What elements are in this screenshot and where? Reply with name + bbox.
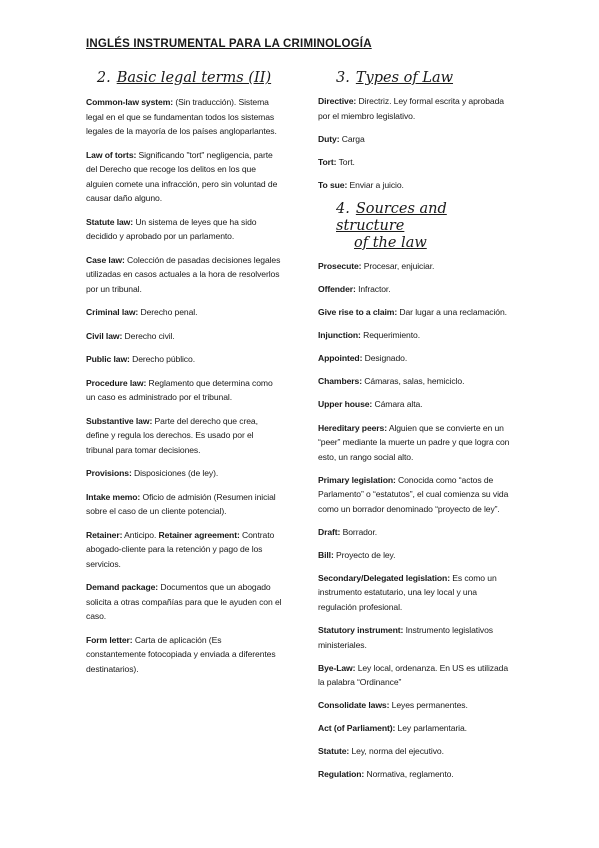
section-heading-sources-and-structure bbox=[318, 201, 514, 252]
glossary-definition: Instrumento legislativos ministeriales. bbox=[318, 625, 493, 650]
glossary-term: Retainer agreement: bbox=[158, 529, 240, 540]
glossary-term: Procedure law: bbox=[86, 377, 147, 388]
glossary-definition: Enviar a juicio. bbox=[347, 179, 404, 190]
glossary-definition: Leyes permanentes. bbox=[389, 700, 468, 711]
glossary-list-basic-legal-terms bbox=[86, 95, 282, 676]
glossary-definition: Designado. bbox=[362, 353, 408, 364]
section-title: Basic legal terms (II) bbox=[116, 70, 272, 86]
glossary-definition: Directriz. Ley formal escrita y aprobada por el miembro legislativo. bbox=[318, 96, 504, 121]
glossary-definition: Oficio de admisión (Resumen inicial sobre el caso de un cliente potencial). bbox=[86, 491, 276, 516]
glossary-entry bbox=[318, 178, 514, 193]
glossary-definition: Alguien que se convierte en un “peer” mediante la muerte un padre y que logra con esto, un rango social alto. bbox=[318, 422, 510, 462]
glossary-term: Bill: bbox=[318, 549, 334, 560]
glossary-definition: Borrador. bbox=[340, 526, 378, 537]
glossary-term: Statute law: bbox=[86, 216, 134, 227]
glossary-definition: Significando "tort" negligencia, parte del Derecho que recoge los delitos en los que alguien comete una infracción, pero sin voluntad de causar daño alguno. bbox=[86, 149, 278, 203]
glossary-entry bbox=[318, 421, 514, 465]
glossary-definition: Proyecto de ley. bbox=[333, 549, 396, 560]
glossary-list-sources-of-law bbox=[318, 259, 514, 782]
glossary-entry bbox=[86, 376, 282, 405]
glossary-entry bbox=[318, 548, 514, 563]
glossary-entry bbox=[86, 305, 282, 320]
glossary-term: Intake memo: bbox=[86, 491, 141, 502]
glossary-term: Consolidate laws: bbox=[318, 700, 390, 711]
glossary-term: Civil law: bbox=[86, 330, 123, 341]
glossary-entry bbox=[86, 329, 282, 344]
glossary-term: Demand package: bbox=[86, 582, 159, 592]
glossary-term: Case law: bbox=[86, 254, 125, 265]
glossary-entry bbox=[86, 580, 282, 624]
glossary-definition: Un sistema de leyes que ha sido decidido y aprobado por un parlamento. bbox=[86, 216, 257, 241]
glossary-definition: Es como un instrumento estatutario, una ley local y una regulación profesional. bbox=[318, 572, 497, 612]
glossary-term: Hereditary peers: bbox=[318, 422, 387, 433]
glossary-entry bbox=[318, 661, 514, 690]
glossary-definition: Cámaras, salas, hemiciclo. bbox=[362, 376, 465, 387]
glossary-entry bbox=[318, 397, 514, 412]
glossary-entry bbox=[318, 525, 514, 540]
glossary-entry bbox=[86, 352, 282, 367]
glossary-entry bbox=[86, 414, 282, 458]
glossary-term: Chambers: bbox=[318, 376, 362, 387]
glossary-entry bbox=[318, 328, 514, 343]
glossary-definition: Anticipo. bbox=[122, 529, 159, 540]
glossary-entry bbox=[86, 490, 282, 519]
glossary-list-types-of-law bbox=[318, 94, 514, 192]
glossary-definition: Requerimiento. bbox=[360, 330, 420, 341]
glossary-term: Common-law system: bbox=[86, 97, 174, 107]
glossary-term: Law of torts: bbox=[86, 149, 137, 160]
right-column bbox=[318, 70, 514, 791]
glossary-entry bbox=[318, 132, 514, 147]
glossary-entry bbox=[86, 466, 282, 481]
glossary-definition: Colección de pasadas decisiones legales utilizadas en casos actuales a la hora de resolverlos por un tribunal. bbox=[86, 254, 281, 294]
glossary-term: Act (of Parliament): bbox=[318, 723, 396, 734]
section-title-line-1: Sources and structure bbox=[336, 200, 447, 234]
glossary-term: Tort: bbox=[318, 156, 337, 167]
glossary-entry bbox=[318, 571, 514, 615]
glossary-definition: (Sin traducción). Sistema legal en el que se fundamentan todos los sistemas legales de la mayoría de los países angloparlantes. bbox=[86, 97, 277, 136]
glossary-definition: Derecho público. bbox=[129, 354, 195, 364]
glossary-entry bbox=[318, 155, 514, 170]
glossary-definition: Ley, norma del ejecutivo. bbox=[349, 746, 444, 757]
glossary-entry bbox=[86, 215, 282, 244]
glossary-entry bbox=[318, 282, 514, 297]
section-heading-types-of-law bbox=[318, 70, 514, 87]
glossary-term: Secondary/Delegated legislation: bbox=[318, 572, 450, 583]
glossary-entry bbox=[318, 305, 514, 320]
glossary-entry bbox=[318, 721, 514, 736]
glossary-entry bbox=[318, 767, 514, 782]
glossary-term: Criminal law: bbox=[86, 307, 139, 317]
glossary-entry bbox=[318, 94, 514, 123]
section-title: Types of Law bbox=[355, 70, 454, 86]
glossary-definition: Reglamento que determina como un caso es administrado por el tribunal. bbox=[86, 377, 273, 402]
glossary-definition: Infractor. bbox=[355, 283, 391, 294]
glossary-entry bbox=[318, 374, 514, 389]
glossary-definition: Derecho civil. bbox=[122, 330, 175, 341]
glossary-entry bbox=[318, 259, 514, 274]
glossary-term: Draft: bbox=[318, 526, 341, 537]
glossary-term: Statutory instrument: bbox=[318, 625, 404, 635]
left-column bbox=[86, 70, 282, 685]
glossary-entry bbox=[318, 623, 514, 652]
glossary-entry bbox=[86, 528, 282, 572]
glossary-definition: Normativa, reglamento. bbox=[364, 769, 454, 780]
glossary-entry bbox=[86, 148, 282, 206]
page-title: INGLÉS INSTRUMENTAL PARA LA CRIMINOLOGÍA bbox=[86, 38, 372, 50]
glossary-term: Retainer: bbox=[86, 529, 123, 540]
section-number: 4. bbox=[336, 200, 350, 217]
glossary-term: Upper house: bbox=[318, 399, 373, 410]
section-heading-basic-legal-terms bbox=[86, 70, 282, 87]
glossary-entry bbox=[318, 351, 514, 366]
glossary-term: Regulation: bbox=[318, 769, 365, 780]
glossary-entry bbox=[318, 473, 514, 517]
glossary-entry bbox=[86, 95, 282, 139]
glossary-term: Directive: bbox=[318, 96, 357, 106]
section-number: 3. bbox=[336, 70, 350, 86]
glossary-term: Primary legislation: bbox=[318, 474, 396, 485]
glossary-definition: Derecho penal. bbox=[138, 307, 198, 317]
glossary-entry bbox=[318, 698, 514, 713]
glossary-term: Prosecute: bbox=[318, 260, 362, 271]
glossary-entry bbox=[318, 744, 514, 759]
glossary-definition: Procesar, enjuiciar. bbox=[361, 260, 435, 271]
glossary-definition: Dar lugar a una reclamación. bbox=[397, 307, 507, 318]
glossary-definition: Ley parlamentaria. bbox=[395, 723, 467, 734]
glossary-definition: Parte del derecho que crea, define y regula los derechos. Es usado por el tribunal para tomar decisiones. bbox=[86, 415, 258, 455]
glossary-term: Injunction: bbox=[318, 330, 361, 341]
glossary-definition: Tort. bbox=[336, 156, 355, 167]
glossary-definition: Carta de aplicación (Es constantemente fotocopiada y enviada a diferentes destinatarios). bbox=[86, 634, 276, 674]
section-title-line-2: of the law bbox=[354, 234, 427, 251]
glossary-term: Offender: bbox=[318, 283, 356, 294]
glossary-term: Bye-Law: bbox=[318, 662, 356, 673]
glossary-entry bbox=[86, 253, 282, 297]
glossary-term: Give rise to a claim: bbox=[318, 307, 398, 318]
glossary-definition: Conocida como “actos de Parlamento” o “estatutos”, el cual comienza su vida como un borrador denominado “proyecto de ley”. bbox=[318, 474, 509, 514]
section-number: 2. bbox=[96, 70, 111, 86]
glossary-term: Form letter: bbox=[86, 634, 133, 645]
glossary-term: Statute: bbox=[318, 746, 350, 757]
glossary-entry bbox=[86, 633, 282, 677]
glossary-definition: Carga bbox=[339, 133, 365, 144]
glossary-term: Appointed: bbox=[318, 353, 363, 364]
glossary-definition: Contrato abogado-cliente para la retención y pago de los servicios. bbox=[86, 529, 275, 569]
glossary-definition: Ley local, ordenanza. En US es utilizada la palabra “Ordinance” bbox=[318, 662, 508, 688]
glossary-term: Provisions: bbox=[86, 468, 132, 478]
glossary-definition: Documentos que un abogado solicita a otras compañías para que le ayuden con el caso. bbox=[86, 582, 282, 621]
glossary-definition: Cámara alta. bbox=[372, 399, 423, 410]
glossary-term: Substantive law: bbox=[86, 415, 153, 426]
glossary-term: Public law: bbox=[86, 354, 130, 364]
glossary-term: To sue: bbox=[318, 179, 348, 190]
glossary-term: Duty: bbox=[318, 133, 340, 144]
glossary-definition: Disposiciones (de ley). bbox=[131, 468, 219, 478]
